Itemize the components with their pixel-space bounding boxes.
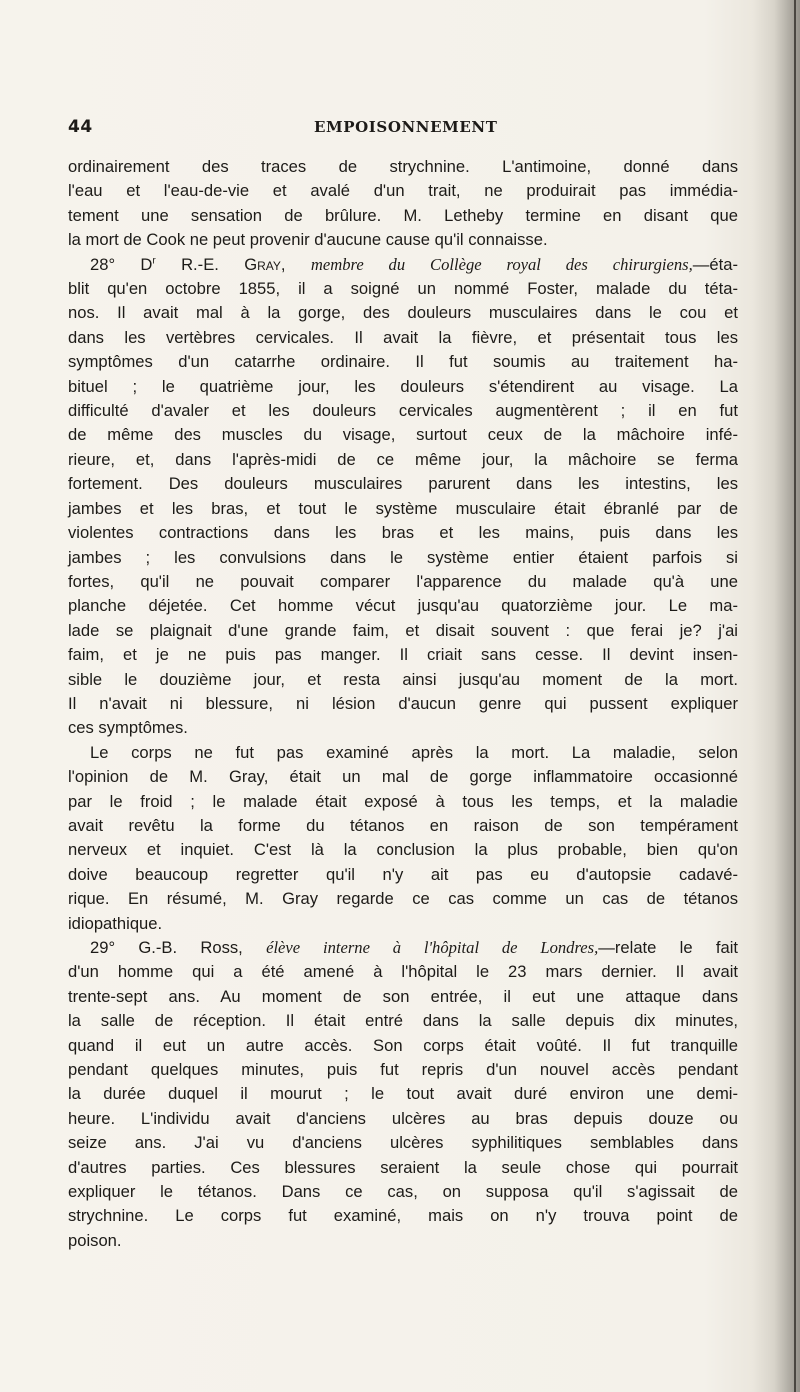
text-line: ces symptômes.: [68, 718, 188, 738]
text-line: l'opinion de M. Gray, était un mal de gorge inflammatoire occasionné: [68, 767, 738, 787]
text-line: tement une sensation de brûlure. M. Letheby termine en disant que: [68, 205, 738, 225]
page-number: 44: [68, 117, 93, 137]
paragraph-4: [68, 936, 738, 1253]
text-line: heure. L'individu avait d'anciens ulcères au bras depuis douze ou: [68, 1108, 738, 1128]
text-line: fortement. Des douleurs musculaires parurent dans les intestins, les: [68, 474, 738, 494]
text-line: jambes et les bras, et tout le système musculaire était ébranlé par de: [68, 498, 738, 518]
text-line: la mort de Cook ne peut provenir d'aucune cause qu'il connaisse.: [68, 230, 548, 250]
text-line: rique. En résumé, M. Gray regarde ce cas comme un cas de tétanos: [68, 889, 738, 909]
testimony-heading-line: [68, 936, 738, 960]
running-head: [68, 117, 736, 141]
paragraph-3: [68, 741, 738, 936]
running-title: EMPOISONNEMENT: [314, 118, 498, 136]
text-line: trente-sept ans. Au moment de son entrée, il eut une attaque dans: [68, 986, 738, 1006]
text-line: lade se plaignait d'une grande faim, et disait souvent : que ferai je? j'ai: [68, 620, 738, 640]
text-line: la salle de réception. Il était entré dans la salle depuis dix minutes,: [68, 1011, 738, 1031]
heading-rest: —relate le fait: [598, 938, 738, 957]
witness-qualification: membre du Collège royal des chirurgiens,: [310, 254, 693, 274]
text-line: la durée duquel il mourut ; le tout avait duré environ une demi-: [68, 1084, 738, 1104]
testimony-number: 29°: [90, 938, 116, 957]
body-text: [68, 155, 738, 1253]
text-line: nerveux et inquiet. C'est là la conclusion la plus probable, bien qu'on: [68, 840, 738, 860]
heading-rest: —éta-: [692, 254, 738, 274]
text-line: blit qu'en octobre 1855, il a soigné un nommé Foster, malade du téta-: [68, 279, 738, 299]
text-line: dans les vertèbres cervicales. Il avait la fièvre, et présentait tous les: [68, 327, 738, 347]
witness-name: G.-B. Ross,: [138, 938, 243, 957]
text-line: de même des muscles du visage, surtout ceux de la mâchoire infé-: [68, 425, 738, 445]
doctor-title: $D^r$: [140, 254, 156, 274]
text-line: quand il eut un autre accès. Son corps était voûté. Il fut tranquille: [68, 1035, 738, 1055]
testimony-heading-line: 28° $D^r$ R.-E. Gray, membre du Collège royal des chirurgiens,—éta-: [90, 254, 738, 274]
text-line: bituel ; le quatrième jour, les douleurs s'étendirent au visage. La: [68, 376, 738, 396]
text-line: l'eau et l'eau-de-vie et avalé d'un trait, ne produirait pas immédia-: [68, 181, 738, 201]
text-line: symptômes d'un catarrhe ordinaire. Il fut soumis au traitement ha-: [68, 352, 738, 372]
text-line: difficulté d'avaler et les douleurs cervicales augmentèrent ; il en fut: [68, 401, 738, 421]
text-line: nos. Il avait mal à la gorge, des douleurs musculaires dans le cou et: [68, 303, 738, 323]
paragraph-2: [68, 253, 738, 741]
text-line: par le froid ; le malade était exposé à tous les temps, et la maladie: [68, 791, 738, 811]
text-line: d'un homme qui a été amené à l'hôpital le 23 mars dernier. Il avait: [68, 962, 738, 982]
witness-name: Gray: [244, 254, 281, 274]
text-line: pendant quelques minutes, puis fut repris d'un nouvel accès pendant: [68, 1060, 738, 1080]
text-line: fortes, qu'il ne pouvait comparer l'apparence du malade qu'à une: [68, 571, 738, 591]
text-line: rieure, et, dans l'après-midi de ce même jour, la mâchoire se ferma: [68, 449, 738, 469]
text-line: violentes contractions dans les bras et les mains, puis dans les: [68, 523, 738, 543]
page-edge: [794, 0, 796, 1392]
text-line: strychnine. Le corps fut examiné, mais on n'y trouva point de: [68, 1206, 738, 1226]
witness-qualification: élève interne à l'hôpital de Londres,: [266, 938, 599, 957]
witness-initials: R.-E.: [181, 254, 219, 274]
text-line: planche déjetée. Cet homme vécut jusqu'au quatorzième jour. Le ma-: [68, 596, 738, 616]
text-line: sible le douzième jour, et resta ainsi jusqu'au moment de la mort.: [68, 669, 738, 689]
text-line: Il n'avait ni blessure, ni lésion d'aucun genre qui pussent expliquer: [68, 693, 738, 713]
text-line: seize ans. J'ai vu d'anciens ulcères syphilitiques semblables dans: [68, 1133, 738, 1153]
testimony-number: 28°: [90, 254, 116, 274]
text-line: Le corps ne fut pas examiné après la mort. La maladie, selon: [90, 742, 738, 762]
text-line: avait revêtu la forme du tétanos en raison de son tempérament: [68, 815, 738, 835]
text-line: faim, et je ne puis pas manger. Il criait sans cesse. Il devint insen-: [68, 645, 738, 665]
text-line: ordinairement des traces de strychnine. L'antimoine, donné dans: [68, 157, 738, 176]
binding-shadow: [774, 0, 800, 1392]
text-line: d'autres parties. Ces blessures seraient la seule chose qui pourrait: [68, 1157, 738, 1177]
paragraph-1: [68, 155, 738, 253]
text-line: poison.: [68, 1230, 122, 1250]
text-line: doive beaucoup regretter qu'il n'y ait pas eu d'autopsie cadavé-: [68, 864, 738, 884]
text-line: idiopathique.: [68, 913, 163, 933]
text-line: expliquer le tétanos. Dans ce cas, on supposa qu'il s'agissait de: [68, 1182, 738, 1202]
text-line: jambes ; les convulsions dans le système entier étaient parfois si: [68, 547, 738, 567]
